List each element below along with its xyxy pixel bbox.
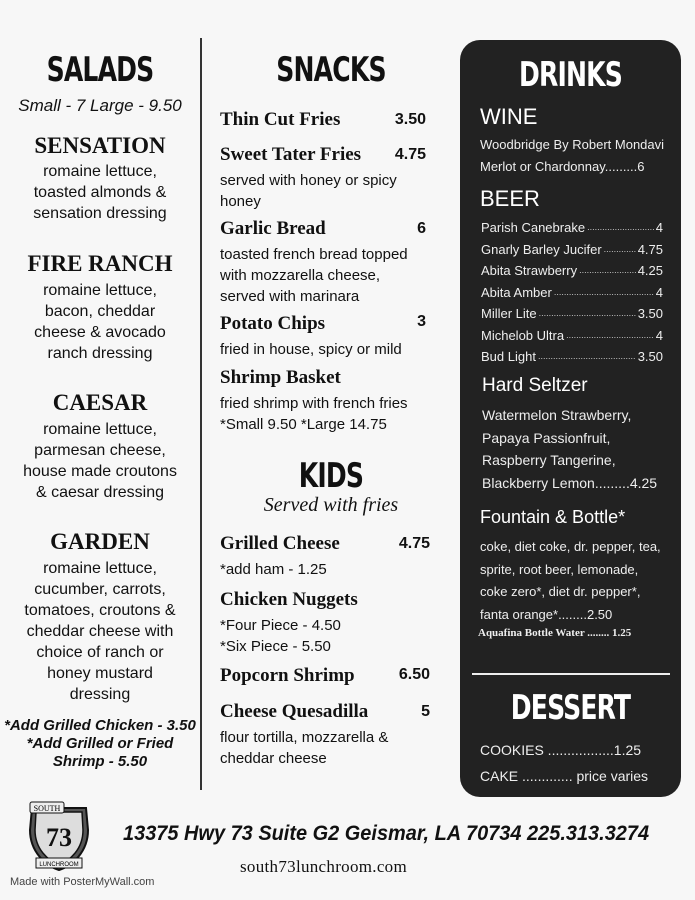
- menu-item-desc: flour tortilla, mozzarella & cheddar cheese: [220, 729, 389, 767]
- beer-row: Bud Light ..... 3.50: [481, 346, 663, 368]
- dessert-divider: [472, 673, 670, 675]
- dessert-title: DESSERT: [510, 688, 631, 728]
- menu-item-price: 3: [417, 313, 426, 330]
- logo-top-text: SOUTH: [33, 804, 61, 813]
- kids-subtitle: Served with fries: [263, 494, 399, 516]
- menu-item-name: Thin Cut Fries: [220, 109, 341, 130]
- column-divider: [200, 38, 202, 790]
- salad-name: FIRE RANCH: [27, 251, 173, 276]
- kids-title: KIDS: [298, 456, 364, 496]
- menu-item-desc: fried shrimp with french fries *Small 9.50 *Large 14.75: [220, 395, 408, 433]
- dessert-list: COOKIES .................1.25 CAKE ............. price varies: [480, 742, 649, 784]
- beer-row: Abita Amber ..... 4: [481, 282, 663, 304]
- salad-sizes: Small - 7 Large - 9.50: [18, 96, 182, 115]
- snacks-title: SNACKS: [276, 50, 386, 90]
- menu-item-price: 3.50: [394, 111, 426, 128]
- menu-item-name: Garlic Bread: [220, 218, 326, 239]
- logo-bottom-text: LUNCHROOM: [39, 862, 79, 868]
- salad-desc: romaine lettuce, parmesan cheese, house made croutons & caesar dressing: [23, 421, 177, 501]
- salad-name: SENSATION: [34, 133, 166, 158]
- menu-item-price: 6.50: [398, 666, 430, 683]
- salad-desc: romaine lettuce, bacon, cheddar cheese & avocado ranch dressing: [34, 282, 166, 362]
- beer-row: Miller Lite ..... 3.50: [481, 303, 663, 325]
- menu-item-price: 4.75: [394, 146, 426, 163]
- menu-item-name: Cheese Quesadilla: [220, 701, 369, 722]
- beer-row: Gnarly Barley Jucifer ..... 4.75: [481, 239, 663, 261]
- menu-item-price: 4.75: [398, 535, 430, 552]
- wine-list: Woodbridge By Robert Mondavi Merlot or Chardonnay.........6: [480, 137, 665, 174]
- logo: [22, 800, 96, 874]
- drinks-title: DRINKS: [518, 55, 623, 95]
- fountain-list: coke, diet coke, dr. pepper, tea, sprite, root beer, lemonade, coke zero*, diet dr. pepper*, fanta orange*........2.50: [480, 539, 661, 622]
- menu-item-desc: toasted french bread topped with mozzarella cheese, served with marinara: [220, 246, 408, 305]
- salad-desc: romaine lettuce, toasted almonds & sensation dressing: [33, 163, 167, 222]
- footer-website[interactable]: south73lunchroom.com: [240, 857, 408, 876]
- seltzer-list: Watermelon Strawberry, Papaya Passionfruit, Raspberry Tangerine, Blackberry Lemon.........4.25: [482, 407, 658, 491]
- footer-address: 13375 Hwy 73 Suite G2 Geismar, LA 70734 225.313.3274: [123, 822, 650, 845]
- beer-row: Parish Canebrake ..... 4: [481, 217, 663, 239]
- menu-item-name: Popcorn Shrimp: [220, 665, 355, 686]
- menu-item-desc: *Four Piece - 4.50 *Six Piece - 5.50: [220, 617, 341, 655]
- seltzer-title: Hard Seltzer: [482, 375, 588, 396]
- beer-list: [481, 217, 663, 368]
- salads-title: SALADS: [46, 50, 154, 90]
- drinks-panel: [460, 40, 681, 797]
- beer-row: Abita Strawberry ..... 4.25: [481, 260, 663, 282]
- salad-desc: romaine lettuce, cucumber, carrots, tomatoes, croutons & cheddar cheese with choice of ranch or honey mustard dressing: [24, 560, 176, 703]
- fountain-title: Fountain & Bottle*: [480, 507, 626, 527]
- beer-row: Michelob Ultra ..... 4: [481, 325, 663, 347]
- menu-item-name: Shrimp Basket: [220, 367, 341, 388]
- wine-title: WINE: [480, 104, 538, 129]
- menu-item-name: Grilled Cheese: [220, 533, 340, 554]
- credit-text: Made with PosterMyWall.com: [10, 876, 155, 888]
- beer-title: BEER: [480, 186, 540, 211]
- menu-item-name: Potato Chips: [220, 313, 326, 334]
- menu-item-desc: fried in house, spicy or mild: [220, 341, 402, 358]
- salad-addons: *Add Grilled Chicken - 3.50 *Add Grilled or Fried Shrimp - 5.50: [4, 717, 196, 770]
- salad-name: GARDEN: [50, 529, 150, 554]
- menu-item-name: Chicken Nuggets: [220, 589, 358, 610]
- water-line: Aquafina Bottle Water ........ 1.25: [478, 627, 632, 639]
- logo-number: 73: [46, 823, 72, 852]
- menu-item-price: 5: [421, 703, 430, 720]
- menu-item-name: Sweet Tater Fries: [220, 144, 362, 165]
- menu-item-desc: served with honey or spicy honey: [220, 172, 397, 210]
- menu-item-desc: *add ham - 1.25: [220, 561, 327, 578]
- salad-name: CAESAR: [52, 390, 148, 415]
- menu-item-price: 6: [417, 220, 426, 237]
